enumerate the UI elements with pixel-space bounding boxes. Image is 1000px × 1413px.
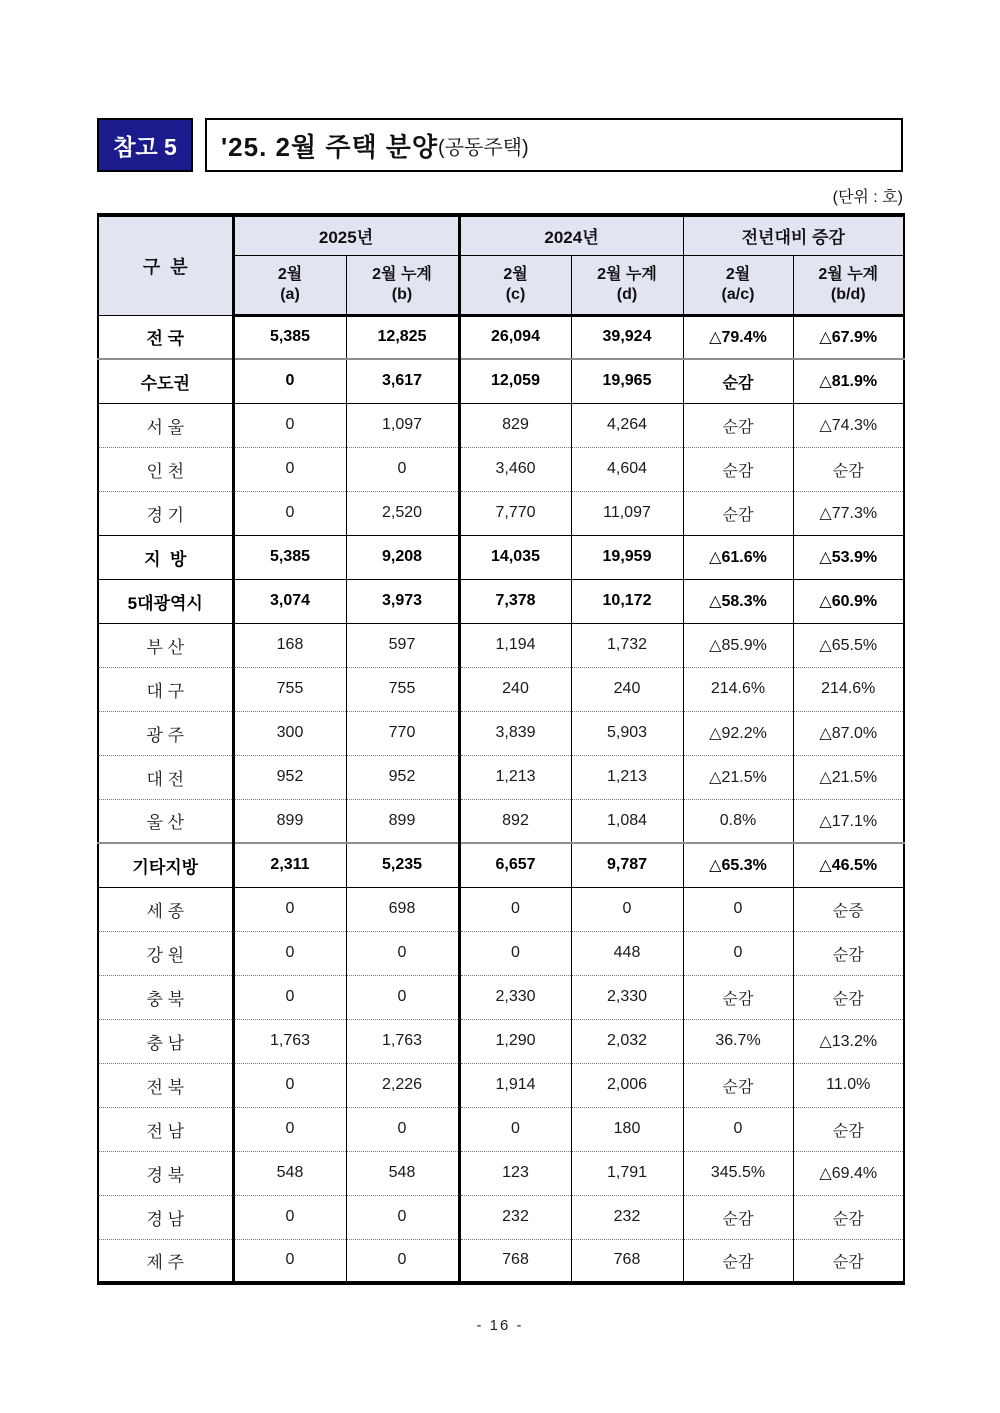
table-row (98, 711, 904, 755)
data-cell: △69.4% (793, 1151, 904, 1195)
data-cell: 180 (571, 1107, 683, 1151)
data-cell: 10,172 (571, 579, 683, 623)
data-cell: 11,097 (571, 491, 683, 535)
sub-header-cell: 2월 (a/c) (683, 255, 793, 315)
table-row (98, 623, 904, 667)
table-row (98, 887, 904, 931)
row-label: 제 주 (146, 1252, 185, 1272)
page-number: - 16 - (476, 1317, 524, 1334)
data-cell: 770 (346, 711, 459, 755)
table-row (98, 491, 904, 535)
data-cell: △53.9% (793, 535, 904, 579)
row-label: 강 원 (98, 931, 233, 975)
table-row (98, 1063, 904, 1107)
data-cell: 952 (346, 755, 459, 799)
row-label: 경 기 (98, 491, 233, 535)
data-cell: 0 (233, 1063, 346, 1107)
data-cell: 548 (233, 1151, 346, 1195)
row-label: 경 북 (98, 1151, 233, 1195)
data-cell: △85.9% (683, 623, 793, 667)
data-cell: 1,732 (571, 623, 683, 667)
data-cell: 순감 (683, 491, 793, 535)
data-cell: 3,617 (346, 359, 459, 403)
data-cell: 순감 (683, 359, 793, 403)
table-row (98, 755, 904, 799)
table-row (98, 359, 904, 403)
data-cell: 300 (233, 711, 346, 755)
data-cell: 240 (459, 667, 571, 711)
data-cell: 1,213 (459, 755, 571, 799)
data-cell: 0 (346, 931, 459, 975)
data-cell: 6,657 (459, 843, 571, 887)
data-cell: 0 (233, 887, 346, 931)
data-cell: 1,914 (459, 1063, 571, 1107)
table-row (98, 447, 904, 491)
housing-supply-table (97, 213, 905, 1285)
table-row (98, 843, 904, 887)
data-cell: 순감 (793, 975, 904, 1019)
data-cell: 순감 (683, 975, 793, 1019)
row-label: 전 남 (98, 1107, 233, 1151)
data-cell: 0.8% (683, 799, 793, 843)
data-cell: 755 (346, 667, 459, 711)
data-cell: 5,903 (571, 711, 683, 755)
data-cell: 0 (459, 887, 571, 931)
title-bar (97, 118, 903, 172)
data-cell: △46.5% (793, 843, 904, 887)
data-cell: 0 (233, 491, 346, 535)
data-cell: 2,032 (571, 1019, 683, 1063)
data-cell: 899 (233, 799, 346, 843)
data-cell: △92.2% (683, 711, 793, 755)
data-cell: 7,770 (459, 491, 571, 535)
data-cell: 12,059 (459, 359, 571, 403)
data-cell: 순감 (793, 447, 904, 491)
data-cell: 순감 (793, 931, 904, 975)
data-cell: 0 (233, 975, 346, 1019)
title-box (205, 118, 903, 172)
data-cell: 1,194 (459, 623, 571, 667)
data-cell: 952 (233, 755, 346, 799)
data-cell: 232 (459, 1195, 571, 1239)
unit-label: (단위 : 호) (832, 189, 903, 206)
data-cell: 0 (683, 1107, 793, 1151)
data-cell: 14,035 (459, 535, 571, 579)
row-label: 충 북 (98, 975, 233, 1019)
group-header-yoy: 전년대비 증감 (683, 215, 904, 255)
data-cell: 26,094 (459, 315, 571, 359)
row-label: 대 구 (98, 667, 233, 711)
row-label: 전 국 (98, 315, 233, 359)
data-cell: 0 (683, 887, 793, 931)
data-cell: 768 (459, 1239, 571, 1283)
data-cell: 순감 (683, 403, 793, 447)
data-cell: 0 (346, 447, 459, 491)
data-cell: 1,290 (459, 1019, 571, 1063)
row-label: 지 방 (98, 535, 233, 579)
table-row (98, 1239, 904, 1283)
table-row (98, 403, 904, 447)
data-cell: 0 (233, 403, 346, 447)
row-label: 광 주 (98, 711, 233, 755)
data-cell: 3,839 (459, 711, 571, 755)
data-cell: 2,006 (571, 1063, 683, 1107)
data-cell: 0 (233, 931, 346, 975)
table-row (98, 315, 904, 359)
table-row (98, 931, 904, 975)
sub-header-cell: 2월 (a) (233, 255, 346, 315)
data-cell: 168 (233, 623, 346, 667)
data-cell: 3,973 (346, 579, 459, 623)
page-title-paren: (공동주택) (438, 136, 529, 159)
row-label: 충 남 (98, 1019, 233, 1063)
row-label: 대 전 (98, 755, 233, 799)
table-row (98, 1019, 904, 1063)
data-cell: 1,084 (571, 799, 683, 843)
data-cell: 0 (346, 1107, 459, 1151)
data-cell: 0 (346, 975, 459, 1019)
reference-label: 참고 5 (113, 133, 177, 160)
header-group-row (98, 215, 904, 255)
table-header (98, 215, 904, 315)
data-cell: 1,213 (571, 755, 683, 799)
data-cell: 0 (233, 447, 346, 491)
data-cell: 240 (571, 667, 683, 711)
data-cell: 1,763 (233, 1019, 346, 1063)
data-cell: 9,208 (346, 535, 459, 579)
data-cell: △61.6% (683, 535, 793, 579)
data-cell: 5,385 (233, 535, 346, 579)
data-cell: 4,604 (571, 447, 683, 491)
data-cell: 0 (683, 931, 793, 975)
data-cell: 2,311 (233, 843, 346, 887)
row-label: 세 종 (98, 887, 233, 931)
sub-header-cell: 2월 누계 (b/d) (793, 255, 904, 315)
data-cell: 36.7% (683, 1019, 793, 1063)
data-cell: 0 (459, 931, 571, 975)
corner-header: 구 분 (98, 215, 233, 315)
data-cell: 순감 (793, 1195, 904, 1239)
data-cell: 232 (571, 1195, 683, 1239)
table-row (98, 1151, 904, 1195)
data-cell: 892 (459, 799, 571, 843)
data-cell: 순감 (683, 1239, 793, 1283)
data-cell: 3,074 (233, 579, 346, 623)
data-cell: 345.5% (683, 1151, 793, 1195)
data-cell: 순감 (793, 1107, 904, 1151)
data-cell: 2,330 (571, 975, 683, 1019)
data-cell: 0 (233, 359, 346, 403)
table-row (98, 799, 904, 843)
data-cell: 1,763 (346, 1019, 459, 1063)
table-row (98, 975, 904, 1019)
row-label: 경 남 (98, 1195, 233, 1239)
row-label: 수도권 (98, 359, 233, 403)
data-cell: 214.6% (793, 667, 904, 711)
data-cell: 순감 (683, 1063, 793, 1107)
data-cell: 순감 (683, 447, 793, 491)
data-cell: 448 (571, 931, 683, 975)
data-cell: 2,226 (346, 1063, 459, 1107)
data-cell: 1,791 (571, 1151, 683, 1195)
table-row (98, 667, 904, 711)
data-cell: △21.5% (683, 755, 793, 799)
row-label: 부 산 (98, 623, 233, 667)
data-cell: 768 (571, 1239, 683, 1283)
data-cell: 597 (346, 623, 459, 667)
table-row (98, 1107, 904, 1151)
data-cell: 0 (346, 1239, 459, 1283)
data-cell: 5,385 (233, 315, 346, 359)
sub-header-cell: 2월 누계 (d) (571, 255, 683, 315)
data-cell: 899 (346, 799, 459, 843)
sub-header-cell: 2월 누계 (b) (346, 255, 459, 315)
data-cell: 순증 (793, 887, 904, 931)
data-cell: △77.3% (793, 491, 904, 535)
data-cell: 39,924 (571, 315, 683, 359)
row-label: 기타지방 (98, 843, 233, 887)
data-cell: 548 (346, 1151, 459, 1195)
data-cell: 2,520 (346, 491, 459, 535)
data-cell: △74.3% (793, 403, 904, 447)
data-cell: △21.5% (793, 755, 904, 799)
data-cell: 0 (233, 1239, 346, 1283)
data-cell: 1,097 (346, 403, 459, 447)
data-cell: 755 (233, 667, 346, 711)
data-cell: △13.2% (793, 1019, 904, 1063)
data-cell: △65.5% (793, 623, 904, 667)
data-cell: △60.9% (793, 579, 904, 623)
data-cell: 0 (233, 1107, 346, 1151)
data-cell: 11.0% (793, 1063, 904, 1107)
page-title: '25. 2월 주택 분양 (221, 131, 439, 162)
data-cell: 12,825 (346, 315, 459, 359)
data-cell: 0 (346, 1195, 459, 1239)
data-cell: 214.6% (683, 667, 793, 711)
data-cell: 0 (459, 1107, 571, 1151)
row-label: 5대광역시 (98, 579, 233, 623)
table-row (98, 1195, 904, 1239)
sub-header-cell: 2월 (c) (459, 255, 571, 315)
data-cell: 19,959 (571, 535, 683, 579)
row-label: 서 울 (98, 403, 233, 447)
data-cell: 829 (459, 403, 571, 447)
data-cell: 7,378 (459, 579, 571, 623)
data-cell: △79.4% (683, 315, 793, 359)
group-header-2025: 2025년 (233, 215, 459, 255)
data-cell: △17.1% (793, 799, 904, 843)
data-cell: 3,460 (459, 447, 571, 491)
data-cell: 순감 (683, 1195, 793, 1239)
table-row (98, 579, 904, 623)
data-cell: 123 (459, 1151, 571, 1195)
row-label: 울 산 (98, 799, 233, 843)
data-cell: △87.0% (793, 711, 904, 755)
table-body (98, 315, 904, 1283)
table-row (98, 535, 904, 579)
reference-badge (97, 118, 193, 172)
data-cell: △58.3% (683, 579, 793, 623)
data-cell: 0 (571, 887, 683, 931)
data-cell: 19,965 (571, 359, 683, 403)
data-cell: △67.9% (793, 315, 904, 359)
data-cell: 698 (346, 887, 459, 931)
data-cell: 9,787 (571, 843, 683, 887)
data-cell: △65.3% (683, 843, 793, 887)
data-cell: △81.9% (793, 359, 904, 403)
data-cell: 2,330 (459, 975, 571, 1019)
data-cell: 0 (233, 1195, 346, 1239)
data-cell: 4,264 (571, 403, 683, 447)
row-label: 전 북 (98, 1063, 233, 1107)
data-cell: 5,235 (346, 843, 459, 887)
row-label: 인 천 (98, 447, 233, 491)
data-cell: 순감 (793, 1239, 904, 1283)
group-header-2024: 2024년 (459, 215, 683, 255)
